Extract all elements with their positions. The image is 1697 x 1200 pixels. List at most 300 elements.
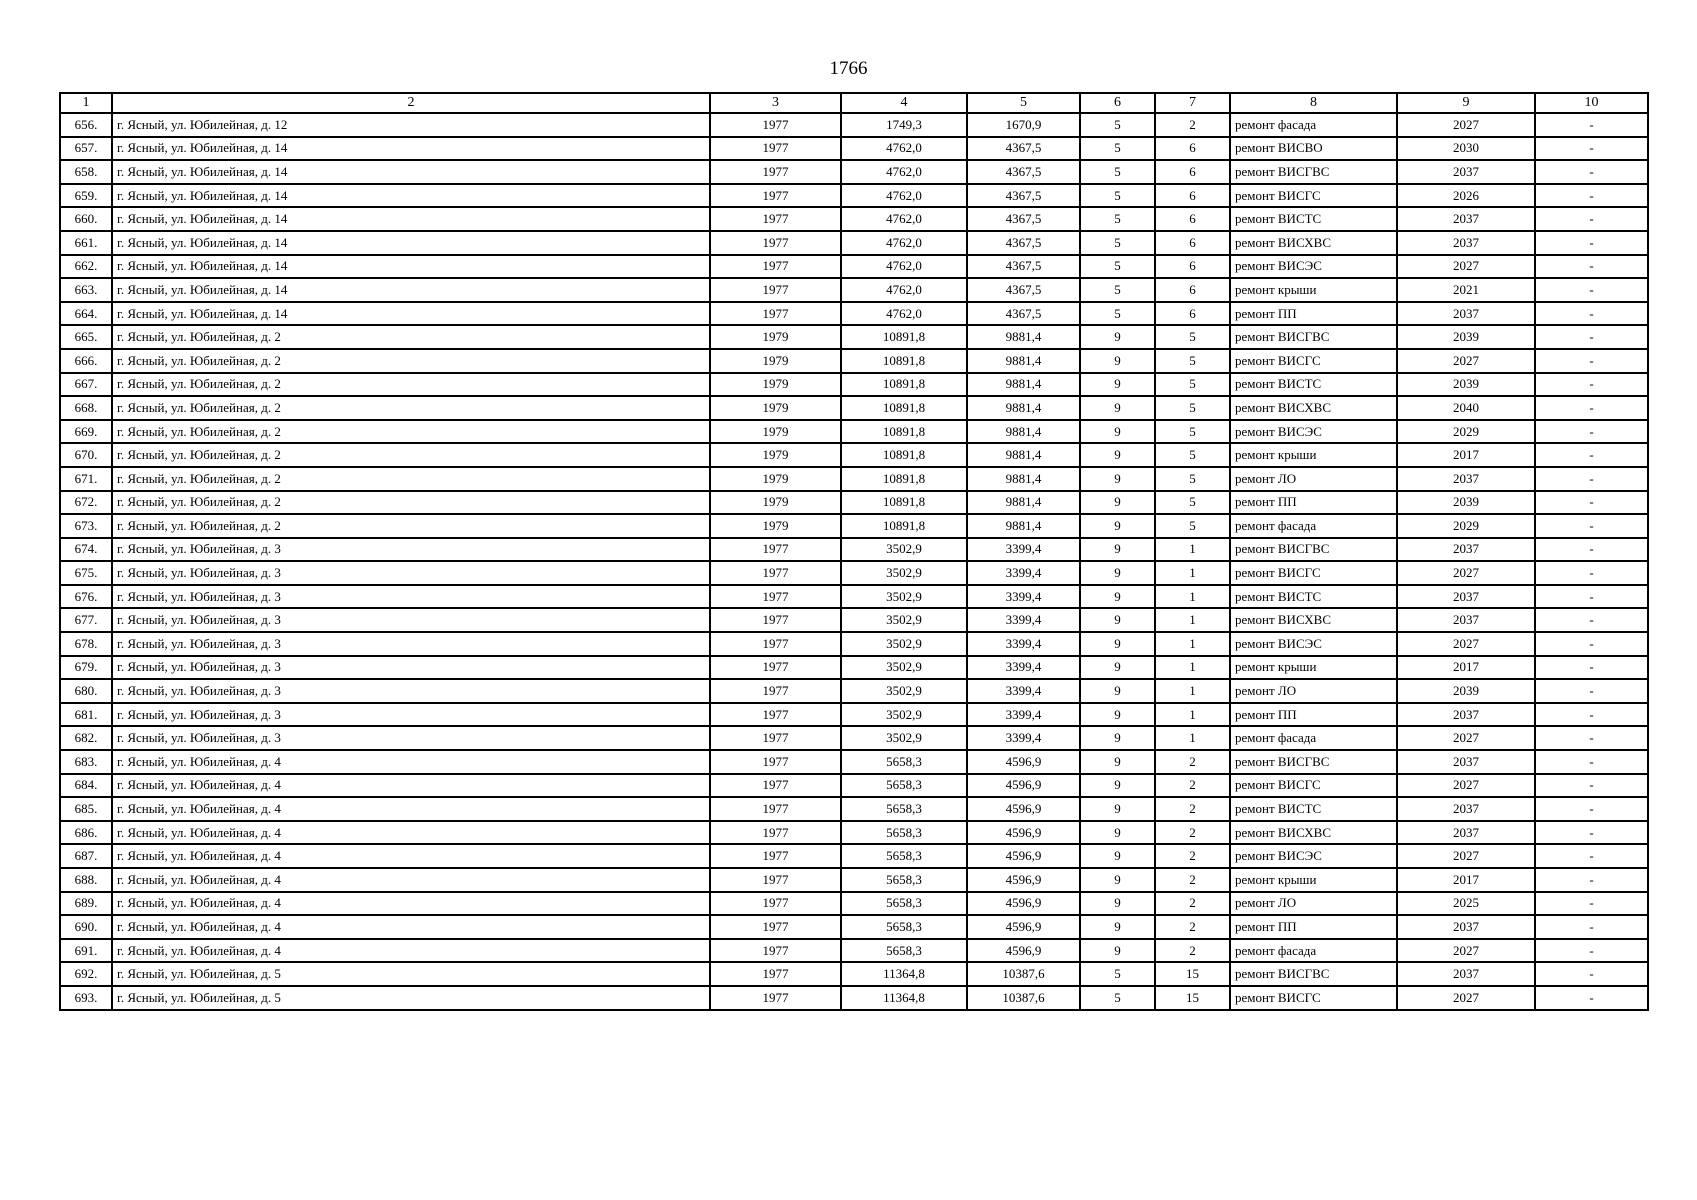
cell-period: 2027 — [1397, 726, 1535, 750]
cell-period: 2029 — [1397, 514, 1535, 538]
cell-year: 1977 — [710, 608, 841, 632]
cell-entrances: 5 — [1155, 514, 1230, 538]
cell-year: 1977 — [710, 892, 841, 916]
cell-entrances: 5 — [1155, 373, 1230, 397]
cell-total-area: 5658,3 — [841, 774, 967, 798]
cell-period: 2017 — [1397, 868, 1535, 892]
cell-number: 663. — [60, 278, 112, 302]
cell-note: - — [1535, 278, 1648, 302]
table-row — [60, 892, 1648, 916]
cell-floors: 9 — [1080, 774, 1155, 798]
column-header-living-area: 5 — [967, 93, 1080, 113]
cell-year: 1977 — [710, 939, 841, 963]
cell-period: 2027 — [1397, 844, 1535, 868]
cell-number: 665. — [60, 325, 112, 349]
cell-floors: 9 — [1080, 679, 1155, 703]
cell-living-area: 4367,5 — [967, 184, 1080, 208]
cell-floors: 9 — [1080, 726, 1155, 750]
cell-work-type: ремонт ВИСГС — [1230, 561, 1397, 585]
cell-entrances: 2 — [1155, 868, 1230, 892]
cell-floors: 9 — [1080, 538, 1155, 562]
cell-period: 2037 — [1397, 962, 1535, 986]
cell-entrances: 15 — [1155, 986, 1230, 1010]
table-row — [60, 467, 1648, 491]
cell-entrances: 1 — [1155, 585, 1230, 609]
cell-year: 1977 — [710, 160, 841, 184]
cell-period: 2027 — [1397, 986, 1535, 1010]
cell-period: 2037 — [1397, 821, 1535, 845]
cell-total-area: 4762,0 — [841, 137, 967, 161]
cell-note: - — [1535, 585, 1648, 609]
cell-total-area: 10891,8 — [841, 396, 967, 420]
cell-number: 691. — [60, 939, 112, 963]
cell-work-type: ремонт ПП — [1230, 703, 1397, 727]
cell-total-area: 5658,3 — [841, 750, 967, 774]
cell-note: - — [1535, 726, 1648, 750]
cell-entrances: 2 — [1155, 797, 1230, 821]
cell-year: 1977 — [710, 679, 841, 703]
cell-total-area: 5658,3 — [841, 915, 967, 939]
cell-entrances: 1 — [1155, 703, 1230, 727]
cell-number: 672. — [60, 491, 112, 515]
cell-address: г. Ясный, ул. Юбилейная, д. 3 — [112, 561, 710, 585]
cell-living-area: 4596,9 — [967, 821, 1080, 845]
cell-address: г. Ясный, ул. Юбилейная, д. 3 — [112, 632, 710, 656]
table-row — [60, 325, 1648, 349]
cell-note: - — [1535, 844, 1648, 868]
registry-table — [59, 92, 1649, 1011]
cell-living-area: 4596,9 — [967, 915, 1080, 939]
cell-year: 1979 — [710, 443, 841, 467]
cell-address: г. Ясный, ул. Юбилейная, д. 14 — [112, 137, 710, 161]
cell-number: 688. — [60, 868, 112, 892]
cell-living-area: 4367,5 — [967, 231, 1080, 255]
cell-work-type: ремонт фасада — [1230, 514, 1397, 538]
cell-note: - — [1535, 113, 1648, 137]
cell-period: 2039 — [1397, 679, 1535, 703]
cell-address: г. Ясный, ул. Юбилейная, д. 14 — [112, 255, 710, 279]
cell-period: 2037 — [1397, 207, 1535, 231]
cell-work-type: ремонт фасада — [1230, 939, 1397, 963]
cell-entrances: 2 — [1155, 892, 1230, 916]
cell-period: 2037 — [1397, 585, 1535, 609]
cell-floors: 9 — [1080, 420, 1155, 444]
cell-total-area: 1749,3 — [841, 113, 967, 137]
cell-address: г. Ясный, ул. Юбилейная, д. 2 — [112, 373, 710, 397]
cell-work-type: ремонт ВИСГВС — [1230, 538, 1397, 562]
cell-living-area: 4596,9 — [967, 892, 1080, 916]
cell-work-type: ремонт ВИСТС — [1230, 373, 1397, 397]
cell-living-area: 9881,4 — [967, 396, 1080, 420]
cell-entrances: 6 — [1155, 184, 1230, 208]
cell-address: г. Ясный, ул. Юбилейная, д. 4 — [112, 797, 710, 821]
cell-living-area: 10387,6 — [967, 986, 1080, 1010]
cell-work-type: ремонт ПП — [1230, 915, 1397, 939]
cell-address: г. Ясный, ул. Юбилейная, д. 3 — [112, 679, 710, 703]
cell-work-type: ремонт ВИСГВС — [1230, 325, 1397, 349]
cell-entrances: 1 — [1155, 726, 1230, 750]
column-header-total-area: 4 — [841, 93, 967, 113]
cell-total-area: 5658,3 — [841, 844, 967, 868]
cell-address: г. Ясный, ул. Юбилейная, д. 14 — [112, 160, 710, 184]
cell-period: 2027 — [1397, 561, 1535, 585]
cell-address: г. Ясный, ул. Юбилейная, д. 2 — [112, 443, 710, 467]
cell-living-area: 9881,4 — [967, 514, 1080, 538]
cell-work-type: ремонт ЛО — [1230, 467, 1397, 491]
cell-note: - — [1535, 939, 1648, 963]
cell-note: - — [1535, 821, 1648, 845]
cell-note: - — [1535, 255, 1648, 279]
cell-period: 2029 — [1397, 420, 1535, 444]
cell-number: 659. — [60, 184, 112, 208]
cell-floors: 9 — [1080, 892, 1155, 916]
cell-year: 1977 — [710, 632, 841, 656]
cell-entrances: 2 — [1155, 821, 1230, 845]
cell-floors: 9 — [1080, 491, 1155, 515]
cell-year: 1977 — [710, 915, 841, 939]
cell-number: 676. — [60, 585, 112, 609]
cell-floors: 9 — [1080, 396, 1155, 420]
cell-work-type: ремонт крыши — [1230, 443, 1397, 467]
table-row — [60, 679, 1648, 703]
cell-number: 689. — [60, 892, 112, 916]
cell-period: 2037 — [1397, 703, 1535, 727]
cell-total-area: 4762,0 — [841, 231, 967, 255]
table-row — [60, 113, 1648, 137]
cell-address: г. Ясный, ул. Юбилейная, д. 5 — [112, 962, 710, 986]
cell-note: - — [1535, 184, 1648, 208]
table-row — [60, 797, 1648, 821]
cell-note: - — [1535, 774, 1648, 798]
cell-living-area: 4367,5 — [967, 160, 1080, 184]
cell-floors: 9 — [1080, 514, 1155, 538]
cell-note: - — [1535, 632, 1648, 656]
cell-period: 2037 — [1397, 302, 1535, 326]
cell-address: г. Ясный, ул. Юбилейная, д. 14 — [112, 302, 710, 326]
cell-work-type: ремонт ВИСГС — [1230, 349, 1397, 373]
cell-total-area: 10891,8 — [841, 325, 967, 349]
cell-address: г. Ясный, ул. Юбилейная, д. 2 — [112, 514, 710, 538]
cell-floors: 5 — [1080, 255, 1155, 279]
cell-entrances: 2 — [1155, 915, 1230, 939]
cell-address: г. Ясный, ул. Юбилейная, д. 5 — [112, 986, 710, 1010]
cell-year: 1977 — [710, 113, 841, 137]
cell-number: 662. — [60, 255, 112, 279]
cell-period: 2030 — [1397, 137, 1535, 161]
cell-total-area: 3502,9 — [841, 538, 967, 562]
table-row — [60, 962, 1648, 986]
cell-period: 2037 — [1397, 160, 1535, 184]
cell-number: 674. — [60, 538, 112, 562]
cell-floors: 9 — [1080, 939, 1155, 963]
cell-address: г. Ясный, ул. Юбилейная, д. 2 — [112, 325, 710, 349]
cell-work-type: ремонт ВИСЭС — [1230, 255, 1397, 279]
cell-year: 1977 — [710, 962, 841, 986]
cell-floors: 9 — [1080, 821, 1155, 845]
cell-address: г. Ясный, ул. Юбилейная, д. 14 — [112, 231, 710, 255]
cell-year: 1977 — [710, 137, 841, 161]
cell-period: 2037 — [1397, 750, 1535, 774]
cell-note: - — [1535, 137, 1648, 161]
cell-living-area: 3399,4 — [967, 538, 1080, 562]
cell-year: 1977 — [710, 302, 841, 326]
cell-number: 658. — [60, 160, 112, 184]
cell-entrances: 5 — [1155, 443, 1230, 467]
cell-address: г. Ясный, ул. Юбилейная, д. 14 — [112, 207, 710, 231]
cell-total-area: 3502,9 — [841, 561, 967, 585]
cell-number: 667. — [60, 373, 112, 397]
cell-entrances: 2 — [1155, 774, 1230, 798]
cell-living-area: 9881,4 — [967, 491, 1080, 515]
cell-note: - — [1535, 986, 1648, 1010]
cell-year: 1977 — [710, 538, 841, 562]
table-row — [60, 137, 1648, 161]
cell-number: 677. — [60, 608, 112, 632]
table-row — [60, 207, 1648, 231]
cell-period: 2027 — [1397, 349, 1535, 373]
cell-total-area: 4762,0 — [841, 278, 967, 302]
cell-note: - — [1535, 302, 1648, 326]
cell-number: 668. — [60, 396, 112, 420]
cell-note: - — [1535, 231, 1648, 255]
cell-note: - — [1535, 325, 1648, 349]
cell-period: 2017 — [1397, 656, 1535, 680]
cell-work-type: ремонт ВИСГС — [1230, 184, 1397, 208]
table-row — [60, 278, 1648, 302]
cell-total-area: 10891,8 — [841, 491, 967, 515]
cell-work-type: ремонт ВИСТС — [1230, 207, 1397, 231]
cell-address: г. Ясный, ул. Юбилейная, д. 14 — [112, 184, 710, 208]
cell-note: - — [1535, 656, 1648, 680]
table-row — [60, 632, 1648, 656]
cell-total-area: 11364,8 — [841, 962, 967, 986]
cell-living-area: 1670,9 — [967, 113, 1080, 137]
cell-number: 683. — [60, 750, 112, 774]
cell-living-area: 4367,5 — [967, 207, 1080, 231]
cell-living-area: 4596,9 — [967, 868, 1080, 892]
cell-note: - — [1535, 797, 1648, 821]
cell-entrances: 5 — [1155, 420, 1230, 444]
table-row — [60, 726, 1648, 750]
cell-note: - — [1535, 491, 1648, 515]
cell-number: 673. — [60, 514, 112, 538]
cell-work-type: ремонт ВИСГС — [1230, 986, 1397, 1010]
cell-number: 660. — [60, 207, 112, 231]
table-row — [60, 703, 1648, 727]
cell-note: - — [1535, 915, 1648, 939]
cell-year: 1977 — [710, 821, 841, 845]
cell-entrances: 2 — [1155, 939, 1230, 963]
cell-number: 682. — [60, 726, 112, 750]
cell-address: г. Ясный, ул. Юбилейная, д. 2 — [112, 396, 710, 420]
cell-work-type: ремонт крыши — [1230, 656, 1397, 680]
cell-floors: 9 — [1080, 585, 1155, 609]
cell-work-type: ремонт ВИСТС — [1230, 585, 1397, 609]
cell-living-area: 4596,9 — [967, 797, 1080, 821]
cell-floors: 9 — [1080, 349, 1155, 373]
cell-address: г. Ясный, ул. Юбилейная, д. 4 — [112, 821, 710, 845]
cell-work-type: ремонт крыши — [1230, 278, 1397, 302]
cell-entrances: 6 — [1155, 137, 1230, 161]
cell-floors: 9 — [1080, 656, 1155, 680]
cell-living-area: 4367,5 — [967, 137, 1080, 161]
cell-total-area: 10891,8 — [841, 349, 967, 373]
cell-work-type: ремонт ВИСТС — [1230, 797, 1397, 821]
cell-entrances: 6 — [1155, 207, 1230, 231]
cell-floors: 5 — [1080, 986, 1155, 1010]
cell-note: - — [1535, 349, 1648, 373]
cell-year: 1977 — [710, 184, 841, 208]
cell-address: г. Ясный, ул. Юбилейная, д. 3 — [112, 608, 710, 632]
cell-note: - — [1535, 160, 1648, 184]
cell-number: 675. — [60, 561, 112, 585]
cell-total-area: 4762,0 — [841, 255, 967, 279]
cell-floors: 5 — [1080, 278, 1155, 302]
cell-year: 1977 — [710, 207, 841, 231]
cell-period: 2017 — [1397, 443, 1535, 467]
cell-total-area: 10891,8 — [841, 467, 967, 491]
cell-note: - — [1535, 443, 1648, 467]
cell-living-area: 4596,9 — [967, 774, 1080, 798]
cell-living-area: 3399,4 — [967, 703, 1080, 727]
cell-year: 1979 — [710, 420, 841, 444]
cell-period: 2025 — [1397, 892, 1535, 916]
cell-floors: 9 — [1080, 561, 1155, 585]
cell-note: - — [1535, 514, 1648, 538]
cell-address: г. Ясный, ул. Юбилейная, д. 12 — [112, 113, 710, 137]
cell-total-area: 4762,0 — [841, 207, 967, 231]
cell-address: г. Ясный, ул. Юбилейная, д. 4 — [112, 750, 710, 774]
cell-entrances: 5 — [1155, 467, 1230, 491]
cell-work-type: ремонт фасада — [1230, 726, 1397, 750]
cell-year: 1977 — [710, 774, 841, 798]
cell-year: 1977 — [710, 561, 841, 585]
cell-total-area: 3502,9 — [841, 726, 967, 750]
cell-entrances: 6 — [1155, 302, 1230, 326]
cell-living-area: 3399,4 — [967, 585, 1080, 609]
cell-period: 2037 — [1397, 608, 1535, 632]
cell-total-area: 3502,9 — [841, 632, 967, 656]
cell-number: 690. — [60, 915, 112, 939]
cell-address: г. Ясный, ул. Юбилейная, д. 4 — [112, 939, 710, 963]
cell-living-area: 9881,4 — [967, 467, 1080, 491]
cell-period: 2026 — [1397, 184, 1535, 208]
cell-floors: 5 — [1080, 113, 1155, 137]
cell-work-type: ремонт ВИСГВС — [1230, 962, 1397, 986]
cell-entrances: 6 — [1155, 231, 1230, 255]
cell-entrances: 6 — [1155, 160, 1230, 184]
cell-year: 1977 — [710, 726, 841, 750]
column-header-entrances: 7 — [1155, 93, 1230, 113]
table-row — [60, 538, 1648, 562]
cell-entrances: 5 — [1155, 325, 1230, 349]
cell-note: - — [1535, 679, 1648, 703]
table-row — [60, 160, 1648, 184]
table-row — [60, 349, 1648, 373]
cell-total-area: 5658,3 — [841, 797, 967, 821]
cell-entrances: 2 — [1155, 113, 1230, 137]
cell-work-type: ремонт ВИСЭС — [1230, 844, 1397, 868]
cell-total-area: 10891,8 — [841, 443, 967, 467]
cell-entrances: 6 — [1155, 255, 1230, 279]
table-body — [60, 113, 1648, 1010]
cell-year: 1977 — [710, 797, 841, 821]
cell-living-area: 9881,4 — [967, 325, 1080, 349]
cell-year: 1977 — [710, 231, 841, 255]
cell-living-area: 4596,9 — [967, 939, 1080, 963]
column-header-floors: 6 — [1080, 93, 1155, 113]
cell-work-type: ремонт крыши — [1230, 868, 1397, 892]
cell-floors: 9 — [1080, 325, 1155, 349]
cell-floors: 5 — [1080, 302, 1155, 326]
cell-living-area: 4367,5 — [967, 255, 1080, 279]
table-row — [60, 561, 1648, 585]
cell-address: г. Ясный, ул. Юбилейная, д. 4 — [112, 844, 710, 868]
table-row — [60, 939, 1648, 963]
table-row — [60, 608, 1648, 632]
cell-address: г. Ясный, ул. Юбилейная, д. 2 — [112, 349, 710, 373]
cell-address: г. Ясный, ул. Юбилейная, д. 3 — [112, 585, 710, 609]
cell-period: 2021 — [1397, 278, 1535, 302]
cell-year: 1979 — [710, 373, 841, 397]
page-number: 1766 — [829, 58, 868, 79]
cell-entrances: 1 — [1155, 538, 1230, 562]
cell-work-type: ремонт ВИСГВС — [1230, 160, 1397, 184]
cell-floors: 9 — [1080, 868, 1155, 892]
table-row — [60, 184, 1648, 208]
cell-work-type: ремонт ВИСЭС — [1230, 632, 1397, 656]
cell-floors: 9 — [1080, 703, 1155, 727]
cell-entrances: 2 — [1155, 844, 1230, 868]
table-row — [60, 821, 1648, 845]
cell-note: - — [1535, 561, 1648, 585]
cell-period: 2027 — [1397, 632, 1535, 656]
table-row — [60, 514, 1648, 538]
cell-note: - — [1535, 396, 1648, 420]
cell-living-area: 4367,5 — [967, 278, 1080, 302]
table-row — [60, 302, 1648, 326]
cell-address: г. Ясный, ул. Юбилейная, д. 4 — [112, 868, 710, 892]
cell-work-type: ремонт ЛО — [1230, 679, 1397, 703]
cell-floors: 5 — [1080, 160, 1155, 184]
cell-number: 693. — [60, 986, 112, 1010]
cell-living-area: 4596,9 — [967, 750, 1080, 774]
cell-entrances: 1 — [1155, 656, 1230, 680]
cell-note: - — [1535, 207, 1648, 231]
cell-year: 1979 — [710, 491, 841, 515]
cell-entrances: 1 — [1155, 608, 1230, 632]
cell-entrances: 5 — [1155, 349, 1230, 373]
cell-number: 656. — [60, 113, 112, 137]
cell-work-type: ремонт ПП — [1230, 302, 1397, 326]
cell-work-type: ремонт ВИСХВС — [1230, 608, 1397, 632]
cell-floors: 9 — [1080, 373, 1155, 397]
cell-entrances: 6 — [1155, 278, 1230, 302]
cell-period: 2027 — [1397, 774, 1535, 798]
column-header-address: 2 — [112, 93, 710, 113]
cell-address: г. Ясный, ул. Юбилейная, д. 2 — [112, 420, 710, 444]
cell-living-area: 4367,5 — [967, 302, 1080, 326]
cell-period: 2040 — [1397, 396, 1535, 420]
cell-total-area: 3502,9 — [841, 679, 967, 703]
cell-total-area: 3502,9 — [841, 608, 967, 632]
cell-note: - — [1535, 892, 1648, 916]
cell-total-area: 3502,9 — [841, 585, 967, 609]
cell-work-type: ремонт ПП — [1230, 491, 1397, 515]
cell-address: г. Ясный, ул. Юбилейная, д. 3 — [112, 726, 710, 750]
cell-number: 666. — [60, 349, 112, 373]
cell-year: 1979 — [710, 325, 841, 349]
